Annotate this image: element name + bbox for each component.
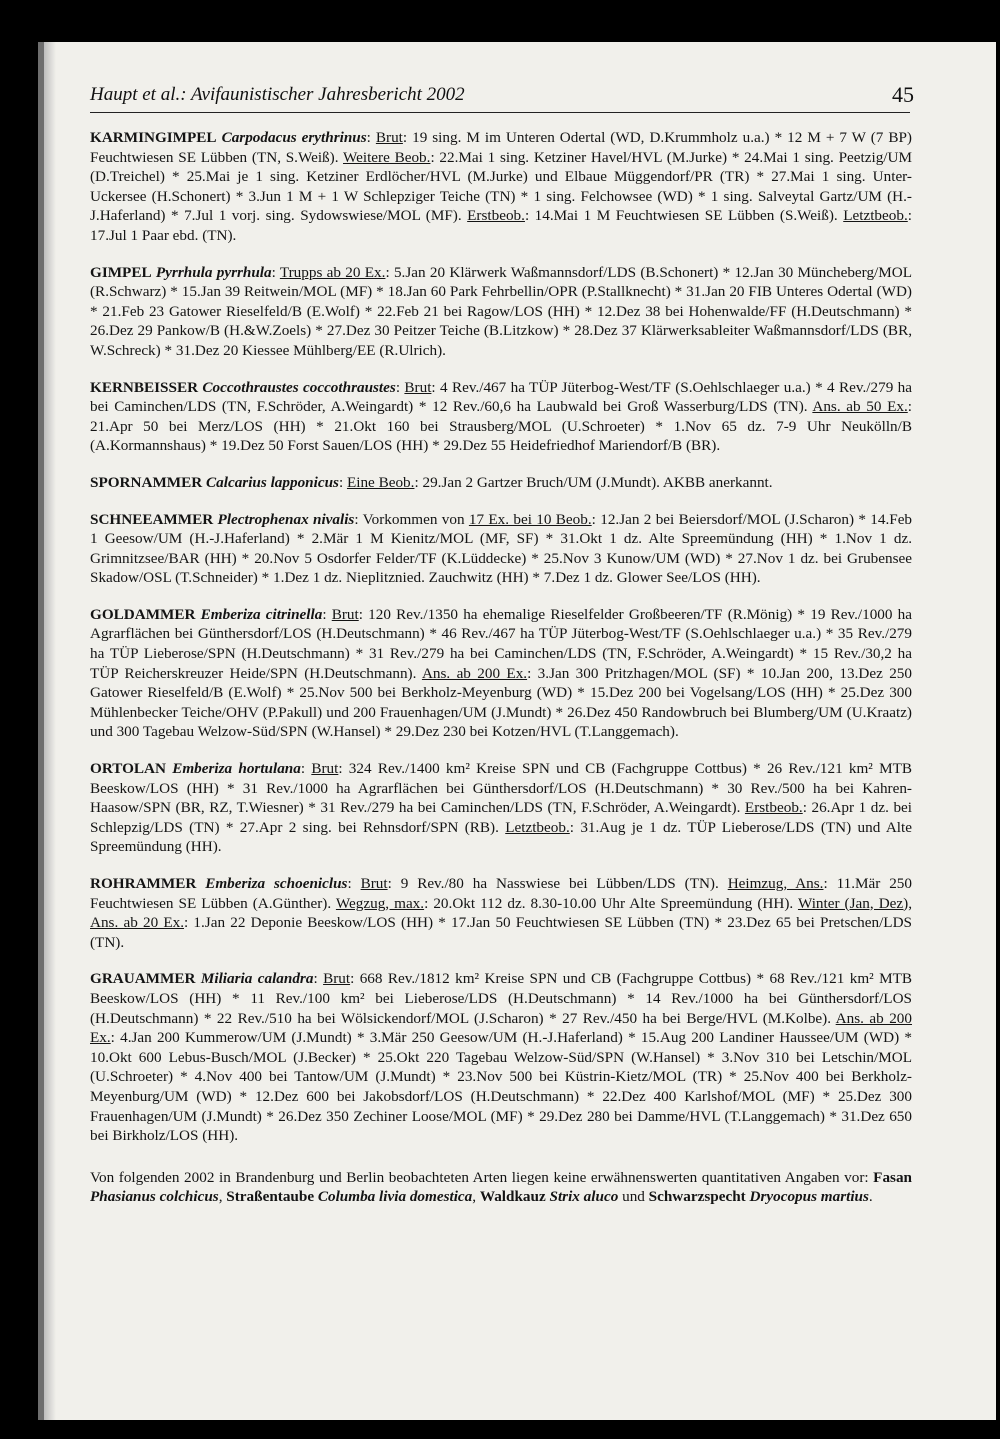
segment-text: : 22.Mai 1 sing. Ketziner Havel/HVL (M.Jurke) * 24.Mai 1 sing. Peetzig/UM (D.Treichel) * 25.Mai je 1 sing. Ketziner Erdlöcher/HVL (M.Jurke) und Elbaue Müggendorf/PR (TR) * 27.Mai 1 sing. Unter-Uckersee (H.Schonert) * 3.Jun 1 M + 1 W Schlepziger Teiche (TN) * 1 sing. Felchowsee (WD) * 1 sing. Salveytal Gartz/UM (H.-J.Haferland) * 7.Jul 1 vorj. sing. Sydowswiese/MOL (MF). [90, 148, 912, 225]
segment-text: : 4 Rev./467 ha TÜP Jüterbog-West/TF (S.Oehlschlaeger u.a.) * 4 Rev./279 ha bei Caminchen/LDS (TN, F.Schröder, A.Weingardt) * 12 Rev./60,6 ha Laubwald bei Groß Wasserburg/LDS (TN). [90, 378, 912, 416]
species-common-name: GOLDAMMER [90, 605, 196, 623]
species-common-name: GIMPEL [90, 263, 152, 281]
closing-species-scientific: Strix aluco [549, 1188, 619, 1206]
segment-label: Weitere Beob. [343, 148, 431, 166]
closing-paragraph [90, 1168, 912, 1207]
segment-text: : 29.Jan 2 Gartzer Bruch/UM (J.Mundt). AKBB anerkannt. [414, 473, 773, 491]
closing-intro: Von folgenden 2002 in Brandenburg und Berlin beobachteten Arten liegen keine erwähnenswerten quantitativen Angaben vor: [90, 1168, 874, 1186]
segment-label: 17 Ex. bei 10 Beob. [468, 510, 592, 528]
species-entry: GOLDAMMER Emberiza citrinella: Brut: 120 Rev./1350 ha ehemalige Rieselfelder Großbeeren/TF (R.Mönig) * 19 Rev./1000 ha Agrarflächen bei Günthersdorf/LOS (H.Deutschmann) * 46 Rev./467 ha TÜP Jüterbog-West/TF (S.Oehlschlaeger u.a.) * 35 Rev./279 ha TÜP Lieberose/SPN (H.Deutschmann) * 31 Rev./279 ha bei Caminchen/LDS (TN, F.Schröder, A.Weingardt) * 15 Rev./30,2 ha TÜP Reicherskreuzer Heide/SPN (H.Deutschmann). Ans. ab 200 Ex.: 3.Jan 300 Pritzhagen/MOL (SF) * 10.Jan 200, 13.Dez 250 Gatower Rieselfeld/B (E.Wolf) * 25.Nov 500 bei Berkholz-Meyenburg (WD) * 15.Dez 200 bei Vogelsang/LOS (HH) * 25.Dez 300 Mühlenbecker Teiche/OHV (P.Pakull) und 200 Frauenhagen/UM (J.Mundt) * 26.Dez 450 Randowbruch bei Blumberg/UM (U.Kraatz) und 300 Tagebau Welzow-Süd/SPN (W.Hansel) * 29.Dez 230 bei Kotzen/HVL (T.Langgemach). [90, 605, 912, 741]
closing-species-scientific: Columba livia domestica [317, 1188, 473, 1206]
segment-label: Brut [375, 129, 403, 146]
species-entry: GRAUAMMER Miliaria calandra: Brut: 668 Rev./1812 km² Kreise SPN und CB (Fachgruppe Cottbus) * 68 Rev./121 km² MTB Beeskow/LOS (HH) * 11 Rev./100 km² bei Lieberose/LDS (H.Deutschmann) * 14 Rev./1000 ha bei Günthersdorf/LOS (H.Deutschmann) * 22 Rev./510 ha bei Wölsickendorf/MOL (J.Scharon) * 27 Rev./450 ha bei Berge/HVL (M.Kolbe). Ans. ab 200 Ex.: 4.Jan 200 Kummerow/UM (J.Mundt) * 3.Mär 250 Geesow/UM (H.-J.Haferland) * 15.Aug 200 Landiner Haussee/UM (WD) * 10.Okt 600 Lebus-Busch/MOL (J.Becker) * 25.Okt 220 Tagebau Welzow-Süd/SPN (W.Hansel) * 3.Nov 310 bei Letschin/MOL (U.Schroeter) * 4.Nov 400 bei Tantow/UM (J.Mundt) * 23.Nov 500 bei Küstrin-Kietz/MOL (TR) * 25.Nov 400 bei Berkholz-Meyenburg/UM (WD) * 12.Dez 600 bei Jakobsdorf/LOS (H.Deutschmann) * 22.Dez 400 Karlshof/MOL (MF) * 25.Dez 300 Frauenhagen/UM (J.Mundt) * 26.Dez 350 Zechiner Loose/MOL (MF) * 29.Dez 280 bei Damme/HVL (T.Langgemach) * 31.Dez 650 bei Birkholz/LOS (HH). [90, 970, 912, 1145]
species-common-name: SPORNAMMER [90, 473, 203, 491]
segment-label: Brut [323, 970, 351, 988]
main-content [90, 128, 912, 1222]
species-entry: KARMINGIMPEL Carpodacus erythrinus: Brut: 19 sing. M im Unteren Odertal (WD, D.Krummholz u.a.) * 12 M + 7 W (7 BP) Feuchtwiesen SE Lübben (TN, S.Weiß). Weitere Beob.: 22.Mai 1 sing. Ketziner Havel/HVL (M.Jurke) * 24.Mai 1 sing. Peetzig/UM (D.Treichel) * 25.Mai je 1 sing. Ketziner Erdlöcher/HVL (M.Jurke) und Elbaue Müggendorf/PR (TR) * 27.Mai 1 sing. Unter-Uckersee (H.Schonert) * 3.Jun 1 M + 1 W Schlepziger Teiche (TN) * 1 sing. Felchowsee (WD) * 1 sing. Salveytal Gartz/UM (H.-J.Haferland) * 7.Jul 1 vorj. sing. Sydowswiese/MOL (MF). Erstbeob.: 14.Mai 1 M Feuchtwiesen SE Lübben (S.Weiß). Letztbeob.: 17.Jul 1 Paar ebd. (TN). [90, 129, 912, 244]
page-header [90, 76, 914, 113]
page-spine-shadow [44, 42, 56, 1420]
segment-text: : 19 sing. M im Unteren Odertal (WD, D.Krummholz u.a.) * 12 M + 7 W (7 BP) Feuchtwiesen SE Lübben (TN, S.Weiß). [90, 129, 912, 166]
species-scientific-name: Carpodacus erythrinus [221, 129, 367, 146]
species-common-name: KARMINGIMPEL [90, 129, 217, 146]
species-scientific-name: Plectrophenax nivalis [217, 510, 355, 528]
species-scientific-name: Pyrrhula pyrrhula [155, 263, 272, 281]
species-scientific-name: Emberiza citrinella [200, 605, 323, 623]
species-scientific-name: Emberiza hortulana [172, 760, 301, 778]
species-common-name: ROHRAMMER [90, 875, 197, 892]
segment-text: : 9 Rev./80 ha Nasswiese bei Lübben/LDS (TN). [387, 875, 728, 892]
running-title: Haupt et al.: Avifaunistischer Jahresbericht 2002 [90, 84, 465, 105]
segment-text: : 1.Jan 22 Deponie Beeskow/LOS (HH) * 17.Jan 50 Feuchtwiesen SE Lübben (TN) * 23.Dez 65 bei Pretschen/LDS (TN). [90, 914, 912, 951]
segment-text: : 120 Rev./1350 ha ehemalige Rieselfelder Großbeeren/TF (R.Mönig) * 19 Rev./1000 ha Agrarflächen bei Günthersdorf/LOS (H.Deutschmann) * 46 Rev./467 ha TÜP Jüterbog-West/TF (S.Oehlschlaeger u.a.) * 35 Rev./279 ha TÜP Lieberose/SPN (H.Deutschmann) * 31 Rev./279 ha bei Caminchen/LDS (TN, F.Schröder, A.Weingardt) * 15 Rev./30,2 ha TÜP Reicherskreuzer Heide/SPN (H.Deutschmann). [90, 605, 912, 682]
segment-label: Wegzug, max. [335, 894, 425, 912]
segment-label: Erstbeob. [467, 207, 525, 225]
species-scientific-name: Miliaria calandra [200, 970, 314, 988]
segment-text: : 11.Mär 250 Feuchtwiesen SE Lübben (A.Günther). [90, 875, 912, 912]
segment-label: Heimzug, Ans. [727, 875, 824, 892]
segment-label: Ans. ab 50 Ex. [812, 398, 908, 416]
segment-label: Erstbeob. [744, 799, 803, 817]
segment-text: : 21.Apr 50 bei Merz/LOS (HH) * 21.Okt 160 bei Strausberg/MOL (U.Schroeter) * 1.Nov 65 dz. 7-9 Uhr Neukölln/B (A.Kormannshaus) * 19.Dez 50 Forst Sauen/LOS (HH) * 29.Dez 55 Heidefriedhof Mariendorf/B (BR). [90, 398, 912, 455]
closing-species-scientific: Dryocopus martius [749, 1188, 869, 1206]
species-entry: GIMPEL Pyrrhula pyrrhula: Trupps ab 20 Ex.: 5.Jan 20 Klärwerk Waßmannsdorf/LDS (B.Schonert) * 12.Jan 30 Müncheberg/MOL (R.Schwarz) * 15.Jan 39 Reitwein/MOL (MF) * 18.Jan 60 Park Fehrbellin/OPR (P.Stallknecht) * 31.Jan 20 FIB Unteres Odertal (WD) * 21.Feb 23 Gatower Rieselfeld/B (E.Wolf) * 22.Feb 21 bei Ragow/LOS (HH) * 12.Dez 38 bei Hohenwalde/FF (H.Deutschmann) * 26.Dez 29 Pankow/B (H.&W.Zoels) * 27.Dez 30 Peitzer Teiche (B.Litzkow) * 28.Dez 37 Klärwerksableiter Waßmannsdorf/LDS (BR, W.Schreck) * 31.Dez 20 Kiessee Mühlberg/EE (R.Ulrich). [90, 263, 913, 359]
segment-text: : Vorkommen von [354, 510, 469, 528]
segment-label: Brut [360, 875, 388, 892]
segment-label: Ans. ab 200 Ex. [90, 1009, 912, 1047]
closing-species-common: Schwarzspecht [648, 1188, 746, 1206]
segment-label: Brut [311, 760, 339, 778]
segment-label: Letztbeob. [843, 207, 908, 225]
closing-separator: . [868, 1188, 873, 1206]
segment-label: Winter (Jan, Dez), Ans. ab 20 Ex. [90, 894, 912, 932]
journal-page [38, 42, 996, 1420]
closing-separator: , [472, 1188, 480, 1206]
segment-text: : 31.Aug je 1 dz. TÜP Lieberose/LDS (TN) und Alte Spreemündung (HH). [90, 818, 912, 856]
species-common-name: SCHNEEAMMER [90, 510, 214, 528]
species-scientific-name: Calcarius lapponicus [206, 473, 339, 491]
species-entry: ORTOLAN Emberiza hortulana: Brut: 324 Rev./1400 km² Kreise SPN und CB (Fachgruppe Cottbus) * 26 Rev./121 km² MTB Beeskow/LOS (HH) * 31 Rev./1000 ha Agrarflächen bei Günthersdorf/LOS (H.Deutschmann) * 30 Rev./500 ha bei Kahren-Haasow/SPN (BR, RZ, T.Wiesner) * 31 Rev./279 ha bei Caminchen/LDS (TN, F.Schröder, A.Weingardt). Erstbeob.: 26.Apr 1 dz. bei Schlepzig/LDS (TN) * 27.Apr 2 sing. bei Rehnsdorf/SPN (RB). Letztbeob.: 31.Aug je 1 dz. TÜP Lieberose/LDS (TN) und Alte Spreemündung (HH). [90, 760, 913, 856]
segment-label: Brut [404, 378, 432, 396]
segment-text: : 17.Jul 1 Paar ebd. (TN). [90, 207, 912, 244]
closing-species-common: Fasan [873, 1168, 912, 1186]
species-common-name: KERNBEISSER [90, 378, 199, 396]
closing-species-common: Waldkauz [479, 1188, 546, 1206]
species-scientific-name: Emberiza schoeniclus [205, 875, 348, 892]
species-common-name: ORTOLAN [90, 760, 166, 778]
segment-text: : 668 Rev./1812 km² Kreise SPN und CB (Fachgruppe Cottbus) * 68 Rev./121 km² MTB Beeskow/LOS (HH) * 11 Rev./100 km² bei Lieberose/LDS (H.Deutschmann) * 14 Rev./1000 ha bei Günthersdorf/LOS (H.Deutschmann) * 22 Rev./510 ha bei Wölsickendorf/MOL (J.Scharon) * 27 Rev./450 ha bei Berge/HVL (M.Kolbe). [90, 970, 912, 1027]
species-scientific-name: Coccothraustes coccothraustes [202, 378, 396, 396]
segment-text: : 12.Jan 2 bei Beiersdorf/MOL (J.Scharon) * 14.Feb 1 Geesow/UM (H.-J.Haferland) * 2.Mär 1 M Kienitz/MOL (MF, SF) * 31.Okt 1 dz. Alte Spreemündung (HH) * 1.Nov 1 dz. Grimnitzsee/BAR (HH) * 20.Nov 5 Osdorfer Felder/TF (K.Lüddecke) * 25.Nov 3 Kunow/UM (WD) * 27.Nov 1 dz. bei Grubensee Skadow/OSL (T.Schneider) * 1.Dez 1 dz. Nieplitznied. Zauchwitz (HH) * 7.Dez 1 dz. Glower See/LOS (HH). [90, 510, 913, 587]
closing-species-common: Straßentaube [226, 1188, 315, 1206]
segment-label: Eine Beob. [346, 473, 415, 491]
closing-species-scientific: Phasianus colchicus [90, 1188, 219, 1206]
species-entry: SPORNAMMER Calcarius lapponicus: Eine Beob.: 29.Jan 2 Gartzer Bruch/UM (J.Mundt). AKBB anerkannt. [90, 473, 773, 491]
page-number: 45 [892, 82, 914, 107]
segment-text: : 5.Jan 20 Klärwerk Waßmannsdorf/LDS (B.Schonert) * 12.Jan 30 Müncheberg/MOL (R.Schwarz) * 15.Jan 39 Reitwein/MOL (MF) * 18.Jan 60 Park Fehrbellin/OPR (P.Stallknecht) * 31.Jan 20 FIB Unteres Odertal (WD) * 21.Feb 23 Gatower Rieselfeld/B (E.Wolf) * 22.Feb 21 bei Ragow/LOS (HH) * 12.Dez 38 bei Hohenwalde/FF (H.Deutschmann) * 26.Dez 29 Pankow/B (H.&W.Zoels) * 27.Dez 30 Peitzer Teiche (B.Litzkow) * 28.Dez 37 Klärwerksableiter Waßmannsdorf/LDS (BR, W.Schreck) * 31.Dez 20 Kiessee Mühlberg/EE (R.Ulrich). [90, 263, 913, 359]
species-entry: KERNBEISSER Coccothraustes coccothraustes: Brut: 4 Rev./467 ha TÜP Jüterbog-West/TF (S.Oehlschlaeger u.a.) * 4 Rev./279 ha bei Caminchen/LDS (TN, F.Schröder, A.Weingardt) * 12 Rev./60,6 ha Laubwald bei Groß Wasserburg/LDS (TN). Ans. ab 50 Ex.: 21.Apr 50 bei Merz/LOS (HH) * 21.Okt 160 bei Strausberg/MOL (U.Schroeter) * 1.Nov 65 dz. 7-9 Uhr Neukölln/B (A.Kormannshaus) * 19.Dez 50 Forst Sauen/LOS (HH) * 29.Dez 55 Heidefriedhof Mariendorf/B (BR). [90, 378, 912, 455]
segment-label: Ans. ab 200 Ex. [421, 664, 528, 682]
segment-label: Trupps ab 20 Ex. [279, 263, 386, 281]
closing-separator: und [618, 1188, 649, 1206]
closing-separator: , [218, 1188, 227, 1206]
segment-text: : 14.Mai 1 M Feuchtwiesen SE Lübben (S.Weiß). [524, 207, 844, 225]
species-entry: ROHRAMMER Emberiza schoeniclus: Brut: 9 Rev./80 ha Nasswiese bei Lübben/LDS (TN). Heimzug, Ans.: 11.Mär 250 Feuchtwiesen SE Lübben (A.Günther). Wegzug, max.: 20.Okt 112 dz. 8.30-10.00 Uhr Alte Spreemündung (HH). Winter (Jan, Dez), Ans. ab 20 Ex.: 1.Jan 22 Deponie Beeskow/LOS (HH) * 17.Jan 50 Feuchtwiesen SE Lübben (TN) * 23.Dez 65 bei Pretschen/LDS (TN). [90, 875, 912, 951]
segment-text: : 20.Okt 112 dz. 8.30-10.00 Uhr Alte Spreemündung (HH). [424, 894, 798, 912]
species-entries [90, 128, 912, 1146]
segment-label: Brut [331, 605, 359, 623]
segment-label: Letztbeob. [505, 818, 570, 836]
segment-text: : 3.Jan 300 Pritzhagen/MOL (SF) * 10.Jan 200, 13.Dez 250 Gatower Rieselfeld/B (E.Wolf) * 25.Nov 500 bei Berkholz-Meyenburg (WD) * 15.Dez 200 bei Vogelsang/LOS (HH) * 25.Dez 300 Mühlenbecker Teiche/OHV (P.Pakull) und 200 Frauenhagen/UM (J.Mundt) * 26.Dez 450 Randowbruch bei Blumberg/UM (U.Kraatz) und 300 Tagebau Welzow-Süd/SPN (W.Hansel) * 29.Dez 230 bei Kotzen/HVL (T.Langgemach). [90, 664, 912, 741]
species-common-name: GRAUAMMER [90, 970, 196, 988]
segment-text: : 26.Apr 1 dz. bei Schlepzig/LDS (TN) * 27.Apr 2 sing. bei Rehnsdorf/SPN (RB). [90, 799, 912, 836]
species-entry [90, 510, 912, 588]
segment-text: : 4.Jan 200 Kummerow/UM (J.Mundt) * 3.Mär 250 Geesow/UM (H.-J.Haferland) * 15.Aug 200 Landiner Haussee/UM (WD) * 10.Okt 600 Lebus-Busch/MOL (J.Becker) * 25.Okt 220 Tagebau Welzow-Süd/SPN (W.Hansel) * 3.Nov 310 bei Letschin/MOL (U.Schroeter) * 4.Nov 400 bei Tantow/UM (J.Mundt) * 23.Nov 500 bei Küstrin-Kietz/MOL (TR) * 25.Nov 400 bei Berkholz-Meyenburg/UM (WD) * 12.Dez 600 bei Jakobsdorf/LOS (H.Deutschmann) * 22.Dez 400 Karlshof/MOL (MF) * 25.Dez 300 Frauenhagen/UM (J.Mundt) * 26.Dez 350 Zechiner Loose/MOL (MF) * 29.Dez 280 bei Damme/HVL (T.Langgemach) * 31.Dez 650 bei Birkholz/LOS (HH). [90, 1029, 912, 1145]
segment-text: : 324 Rev./1400 km² Kreise SPN und CB (Fachgruppe Cottbus) * 26 Rev./121 km² MTB Beeskow/LOS (HH) * 31 Rev./1000 ha Agrarflächen bei Günthersdorf/LOS (H.Deutschmann) * 30 Rev./500 ha bei Kahren-Haasow/SPN (BR, RZ, T.Wiesner) * 31 Rev./279 ha bei Caminchen/LDS (TN, F.Schröder, A.Weingardt). [90, 760, 913, 817]
